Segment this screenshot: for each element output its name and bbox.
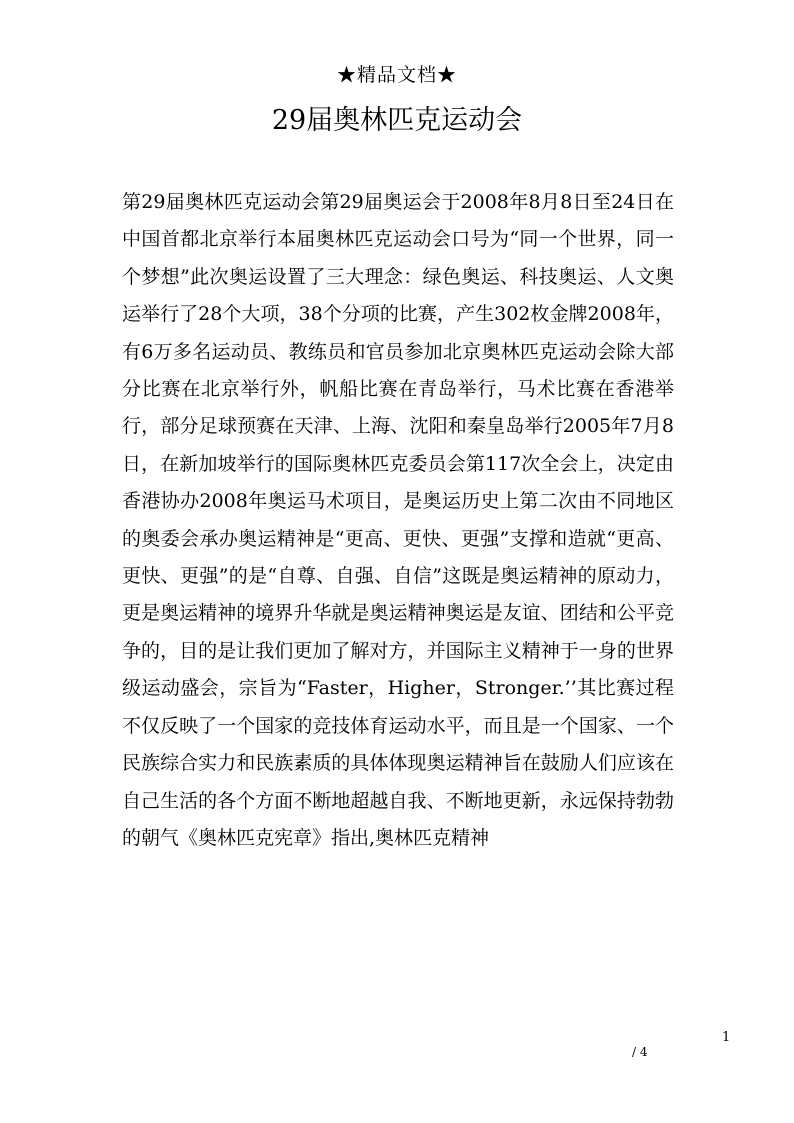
document-title: 29届奥林匹克运动会 — [271, 105, 523, 136]
page-number: 1 — [722, 1030, 731, 1045]
body-paragraph: 第29届奥林匹克运动会第29届奥运会于2008年8月8日至24日在中国首都北京举行本届奥林匹克运动会口号为“同一个世界，同一个梦想”此次奥运设置了三大理念：绿色奥运、科技奥运、人文奥运举行了28个大项，38个分项的比赛，产生302枚金牌2008年，有6万多名运动员、教练员和官员参加北京奥林匹克运动会除大部分比赛在北京举行外，帆船比赛在青岛举行，马术比赛在香港举行，部分足球预赛在天津、上海、沈阳和秦皇岛举行2005年7月8日，在新加坡举行的国际奥林匹克委员会第117次全会上，决定由香港协办2008年奥运马术项目，是奥运历史上第二次由不同地区的奥委会承办奥运精神是“更高、更快、更强”支撑和造就“更高、更快、更强”的是“自尊、自强、自信”这既是奥运精神的原动力，更是奥运精神的境界升华就是奥运精神奥运是友谊、团结和公平竞争的，目的是让我们更加了解对方，并国际主义精神于一身的世界级运动盛会，宗旨为“Faster，Higher，Stronger.’’其比赛过程不仅反映了一个国家的竞技体育运动水平，而且是一个国家、一个民族综合实力和民族素质的具体体现奥运精神旨在鼓励人们应该在自己生活的各个方面不断地超越自我、不断地更新，永远保持勃勃的朝气《奥林匹克宪章》指出,奥林匹克精神 — [122, 191, 674, 849]
document-header: ★精品文档★ — [336, 64, 457, 86]
page-total: / 4 — [632, 1045, 648, 1059]
